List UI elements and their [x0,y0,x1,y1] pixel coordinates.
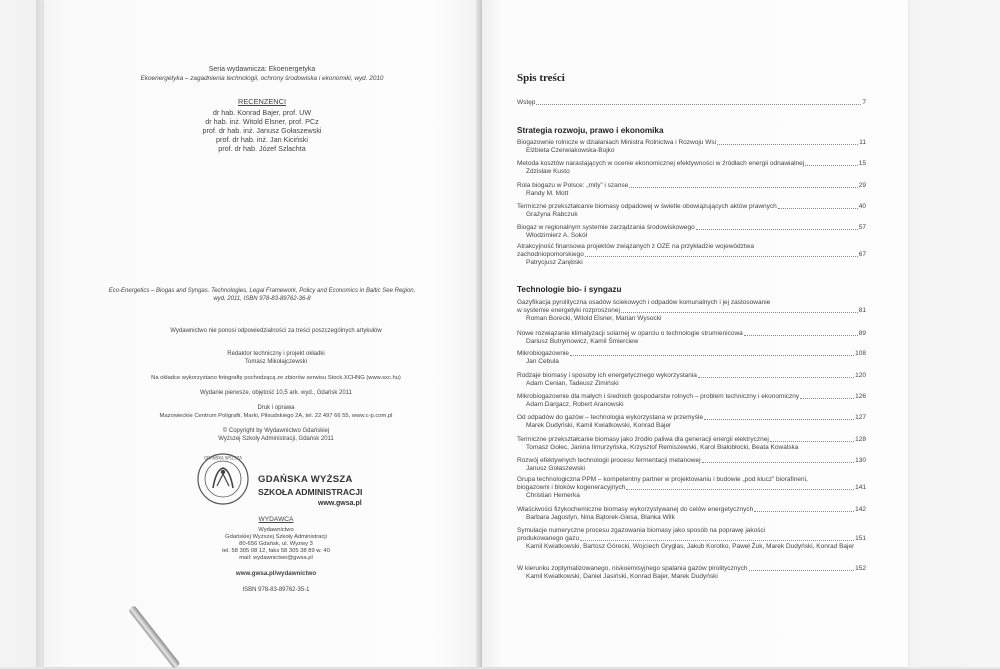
editor-name: Tomasz Mikołajczewski [244,359,308,365]
leader-dots [536,103,861,105]
publisher-line: tel. 58 305 08 12, faks 58 305 38 89 w. 40 [222,548,330,554]
series-title: Seria wydawnicza: Ekoenergetyka [208,66,316,73]
publisher-url: www.gwsa.pl/wydawnictwo [235,570,317,577]
toc-entry-authors: Adam Cenian, Tadeusz Zimiński [526,380,619,387]
toc-page-number: 142 [855,506,866,513]
toc-title: Spis treści [517,72,565,84]
section-heading-technologies: Technologie bio- i syngazu [517,285,622,294]
toc-entry-authors: Roman Borecki, Witold Elsner, Marian Wysocki [526,315,662,322]
reviewer: prof. dr hab. Józef Szlachta [218,144,306,153]
toc-entry-title: Rodzaje biomasy i sposoby ich energetycznego wykorzystania [517,372,697,379]
toc-entry [517,527,866,551]
copyright-line1: © Copyright by Wydawnictwo Gdańskiej [222,428,330,434]
toc-entry [517,476,866,500]
leader-dots [702,461,855,463]
toc-page-number: 40 [858,203,866,210]
toc-page-number: 152 [855,565,866,572]
toc-entry [517,436,866,452]
leader-dots [629,186,858,188]
toc-entry [517,457,866,473]
isbn: ISBN 978-83-89762-35-1 [242,587,310,593]
toc-entry-authors: Dariusz Butrymowicz, Kamil Śmierciew [526,338,639,345]
edition-info: Wydanie pierwsze, objętość 10,5 ark. wyd., Gdańsk 2011 [200,390,352,396]
leader-dots [696,228,858,230]
toc-entry [517,350,866,366]
leader-dots [778,207,858,209]
toc-entry-title-continued: biogazowni i bloków kogeneracyjnych [517,484,626,491]
toc-entry-authors: Włodzimierz A. Sokół [526,232,588,239]
toc-entry [517,330,866,346]
leader-dots [698,376,854,378]
toc-entry-intro [517,99,866,107]
logo-name-line2: SZKOŁA ADMINISTRACJI [258,487,363,497]
toc-page-number: 127 [855,414,866,421]
print-house: Mazowieckie Centrum Poligrafii, Marki, Piłsudskiego 2A, tel. 22 497 66 55, www.c-p.com.pl [159,413,393,419]
toc-page-number: 151 [855,535,866,542]
toc-entry-authors: Marek Dudyński, Kamil Kwiatkowski, Konrad Bajer [526,422,672,429]
toc-entry-authors: Adam Dargacz, Robert Aranowski [526,401,624,408]
leader-dots [704,418,854,420]
toc-page-number: 120 [855,372,866,379]
cover-note: Na okładce wykorzystano fotografię pochodzącą ze zbiorów serwisu Stock.XCHNG (www.sxc.hu) [151,375,401,381]
toc-page-number: 11 [859,139,866,146]
toc-entry [517,160,866,176]
toc-entry-authors: Jan Cebula [526,358,559,365]
leader-dots [621,311,858,313]
toc-entry-title: Mikrobiogazownie dla małych i średnich gospodarstw rolnych – problem techniczny i ekonomiczny [517,393,800,400]
logo-url: www.gwsa.pl [318,500,362,507]
toc-page-number: 130 [855,457,866,464]
leader-dots [754,510,854,512]
toc-entry-title: Rozwój efektywnych technologii procesu fermentacji metanowej [517,457,701,464]
gwsa-seal-logo [196,452,250,506]
toc-entry-authors: Elżbieta Czerwiakowska-Bojko [526,147,615,154]
toc-page-number: 15 [858,160,866,167]
toc-entry-title: Metoda kosztów narastających w ocenie ekonomicznej efektywności w źródłach energii odnawialnej [517,160,805,167]
toc-entry-title: Termiczne przekształcanie biomasy jako źródło paliwa dla generacji energii elektrycznej [517,436,769,443]
publisher-line: 80-656 Gdańsk, ul. Wyzwy 3 [239,541,313,547]
toc-entry-authors: Tomasz Gołec, Janina Ilmurzyńska, Krzysztof Remiszewski, Karol Białobłocki, Beata Kowalska [526,444,799,451]
toc-entry [517,139,866,155]
toc-entry-authors: Christian Hemerka [526,492,580,499]
toc-entry-title: Grupa technologiczna PPM – kompetentny partner w projektowaniu i budowie „pod klucz” biorafinerii, [517,476,808,483]
toc-entry-title: Gazyfikacja pyrolityczna osadów ściekowych i odpadów komunalnych i jej zastosowanie [517,299,771,306]
publisher-line: mail: wydawnictwo@gwsa.pl [239,555,313,561]
publisher-line: Gdańskiej Wyższej Szkoły Administracji [225,534,327,540]
print-label: Druk i oprawa [257,405,295,411]
toc-entry-authors: Kamil Kwiatkowski, Daniel Jasiński, Konrad Bajer, Marek Dudyński [526,573,718,580]
toc-entry-authors: Patrycjusz Zarębski [526,259,583,266]
english-title-line1: Eco-Energetics – Biogas and Syngas. Technologies, Legal Framework, Policy and Economics in Baltic See Region, [108,288,416,294]
toc-page-number: 67 [858,251,866,258]
publisher-line: Wydawnictwo [258,527,294,533]
toc-entry-authors: Randy M. Mott [526,190,569,197]
toc-page-number: 128 [855,436,866,443]
toc-entry [517,203,866,219]
series-subtitle: Ekoenergetyka – zagadnienia technologii, ochrony środowiska i ekonomiki, wyd. 2010 [140,75,384,82]
toc-entry-title: Atrakcyjność finansowa projektów związanych z OZE na przykładzie województwa [517,243,754,250]
toc-entry-title-continued: produkowanego gazu [517,535,580,542]
toc-entry-authors: Grażyna Rabczuk [526,211,578,218]
reviewer: prof. dr hab. inż. Jan Kiciński [216,135,308,144]
toc-entry-title: Nowe rozwiązanie klimatyzacji solarnej w oparciu o technologie strumienicowa [517,330,743,337]
toc-page-number: 29 [858,182,866,189]
toc-entry-title: Właściwości fizykochemiczne biomasy wykorzystywanej do celów energetycznych [517,506,754,513]
toc-entry [517,506,866,522]
disclaimer: Wydawnictwo nie ponosi odpowiedzialności za treści poszczególnych artykułów [170,328,382,334]
toc-entry-title: Wstęp [517,99,536,106]
publisher-heading: WYDAWCA [258,516,294,523]
toc-entry [517,565,866,581]
toc-entry-authors: Janusz Gołaszewski [526,465,585,472]
toc-entry [517,224,866,240]
toc-entry [517,182,866,198]
leader-dots [805,164,858,166]
editor-label: Redaktor techniczny i projekt okładki [227,351,325,357]
toc-entry-title: Biogaz w regionalnym systemie zarządzania środowiskowego [517,224,695,231]
toc-entry-title: Rola biogazu w Polsce: „mity” i szanse [517,182,629,189]
reviewer: prof. dr hab. inż. Janusz Gołaszewski [202,126,322,135]
toc-entry [517,299,866,323]
reviewers-heading: RECENZENCI [237,97,287,106]
toc-page-number: 126 [855,393,866,400]
reviewer: dr hab. inż. Witold Elsner, prof. PCz [205,117,319,126]
leader-dots [585,255,858,257]
leader-dots [580,539,854,541]
leader-dots [570,354,854,356]
leader-dots [744,334,858,336]
leader-dots [770,440,854,442]
toc-entry-title: Od odpadów do gazów – technologia wykorzystana w przemyśle [517,414,704,421]
seal-text: GDAŃSKA WYŻSZA [203,455,243,461]
toc-entry-title: W kierunku zoptymalizowanego, niskoemisyjnego spalania gazów pirolitycznych [517,565,748,572]
toc-page-number: 89 [858,330,866,337]
toc-page-number: 141 [855,484,866,491]
toc-page-number: 108 [855,350,866,357]
toc-entry-title: Symulacje numeryczne procesu zgazowania biomasy jako sposób na poprawę jakości [517,527,766,534]
toc-entry [517,372,866,388]
toc-page-number: 57 [858,224,866,231]
toc-entry [517,243,866,267]
toc-entry-title: Termiczne przekształcanie biomasy odpadowej w świetle obowiązujących aktów prawnych [517,203,777,210]
toc-entry-title: Mikrobiogazownie [517,350,570,357]
reviewer: dr hab. Konrad Bajer, prof. UW [212,108,312,117]
leader-dots [800,397,854,399]
english-title-line2: wyd. 2011, ISBN 978-83-89762-36-8 [213,296,311,302]
section-heading-strategy: Strategia rozwoju, prawo i ekonomika [517,126,664,135]
toc-entry-title-continued: zachodniopomorskiego [517,251,584,258]
toc-entry-authors: Kamil Kwiatkowski, Bartosz Górecki, Wojciech Gryglas, Jakub Korotko, Paweł Żuk, Marek Dudyński, Konrad Bajer [526,543,855,550]
toc-entry-authors: Barbara Jagustyn, Nina Bątorek-Giesa, Blanka Wilk [526,514,675,521]
copyright-line2: Wyższej Szkoły Administracji, Gdańsk 2011 [218,436,334,442]
logo-name-line1: GDAŃSKA WYŻSZA [258,474,353,485]
toc-entry-authors: Zdzisław Kusto [526,168,570,175]
leader-dots [749,569,855,571]
leader-dots [626,488,854,490]
toc-entry-title-continued: w systemie energetyki rozproszonej [517,307,620,314]
toc-entry [517,393,866,409]
toc-entry [517,414,866,430]
toc-page-number: 81 [858,307,866,314]
toc-entry-title: Biogazownie rolnicze w działaniach Ministra Rolnictwa i Rozwoju Wsi [517,139,717,146]
leader-dots [717,143,858,145]
toc-page-number: 7 [862,99,866,106]
